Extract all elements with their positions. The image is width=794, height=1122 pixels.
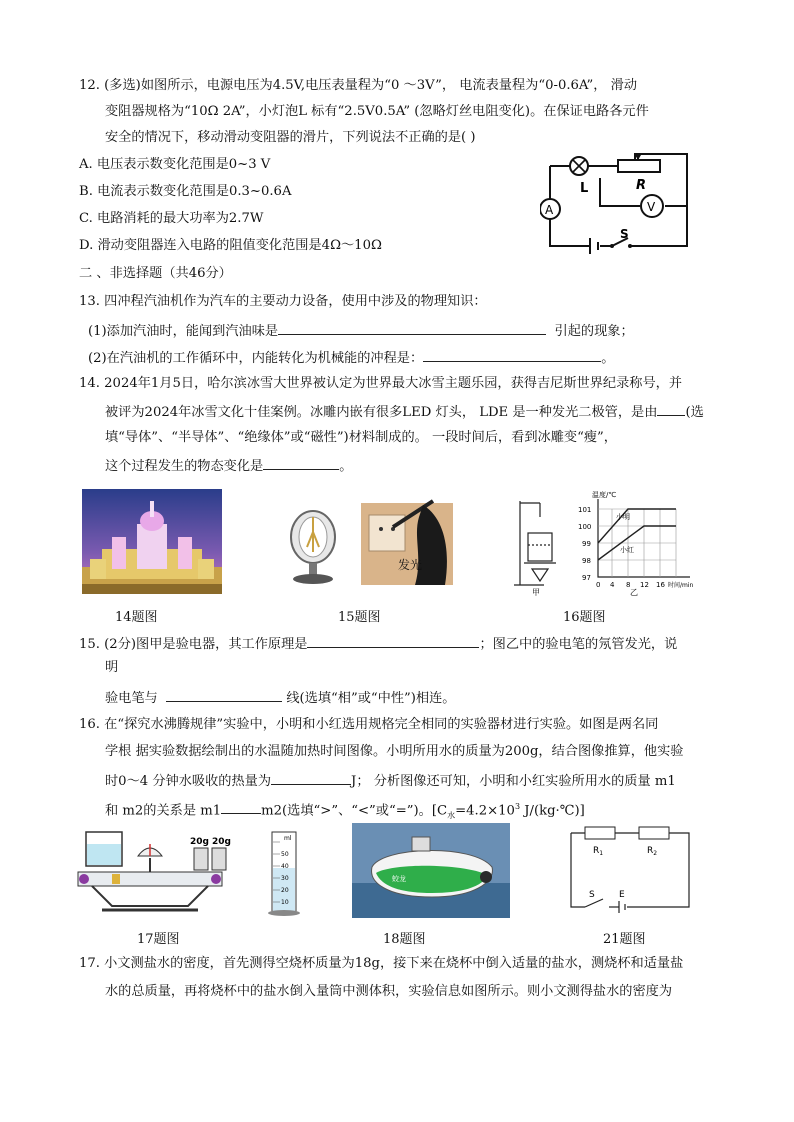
fig17-cyl-tick: 20 (281, 887, 289, 894)
fig16-ytick: 99 (582, 540, 591, 548)
q14-line4 (105, 456, 352, 476)
fig16-ylabel: 温度/℃ (592, 491, 617, 499)
q13-stem: 13. 四冲程汽油机作为汽车的主要动力设备，使用中涉及的物理知识： (79, 294, 487, 309)
fig18-caption: 18题图 (383, 932, 426, 947)
fig18-hull-text: 蛟龙 (392, 875, 406, 883)
fig17-balance-and-cylinder (72, 828, 308, 918)
q13-blank2[interactable] (423, 348, 601, 362)
q12-option-d: D. 滑动变阻器连入电路的阻值变化范围是4Ω～10Ω (79, 238, 382, 253)
fig16-ytick: 97 (582, 574, 591, 582)
q16-line1: 16. 在“探究水沸腾规律”实验中，小明和小红选用规格完全相同的实验器材进行实验。如图是两名同 (79, 717, 659, 732)
q14-line3: 填“导体”、“半导体”、“绝缘体”或“磁性”)材料制成的。 一段时间后，看到冰雕变“瘦”， (105, 430, 617, 445)
fig16-ytick: 100 (578, 523, 592, 531)
fig14-ice-castle-photo (82, 489, 222, 594)
fig16-graph (578, 490, 694, 597)
q16-sup-3: 3 (514, 802, 521, 811)
fig15-glow-label: 发光 (398, 558, 423, 572)
q14-line4-tail: 。 (339, 459, 353, 474)
circuit-switch-label: S (620, 227, 629, 241)
q16-line4 (105, 798, 585, 825)
q15-line3-tail: 线(选填“相”或“中性”)相连。 (286, 691, 456, 706)
fig16-xtick: 16 (656, 581, 665, 589)
q16-line3-tail: J； 分析图像还可知，小明和小红实验所用水的质量 m1 (351, 774, 676, 789)
q15-blank1[interactable] (307, 634, 479, 648)
q13-part2-text: (2)在汽油机的工作循环中，内能转化为机械能的冲程是： (88, 351, 424, 366)
q14-blank2[interactable] (263, 456, 339, 470)
fig16-xtick: 4 (610, 581, 615, 589)
q12-option-b: B. 电流表示数变化范围是0.3~0.6A (79, 184, 292, 199)
q16-line4-c: =4.2×10 (455, 803, 515, 819)
q13-part1-tail: 引起的现象； (554, 324, 634, 339)
fig17-caption: 17题图 (137, 932, 180, 947)
fig17-cyl-tick: 30 (281, 875, 289, 882)
fig16-xlabel: 时间/min (668, 582, 694, 589)
fig21-r1-label: $R_1$ (593, 846, 604, 857)
q13-part1-text: (1)添加汽油时，能闻到汽油味是 (88, 324, 279, 339)
fig17-weight1: 20g (190, 837, 209, 847)
fig16-series2-label: 小红 (620, 546, 634, 554)
fig21-r2-label: $R_2$ (647, 846, 658, 857)
q16-line4-mid: m2(选填“>”、“<”或“=”)。[C (261, 803, 448, 819)
q13-part2 (88, 348, 614, 368)
q16-blank2[interactable] (221, 800, 261, 814)
fig17-weight2: 20g (212, 837, 231, 847)
q16-line3 (105, 771, 676, 791)
q12-line1: 12. (多选)如图所示，电源电压为4.5V,电压表量程为“0 ～3V”， 电流表量程为“0-0.6A”， 滑动 (79, 78, 638, 93)
q14-line2-tail: (选 (685, 405, 704, 420)
q12-line2: 变阻器规格为“10Ω 2A”，小灯泡L 标有“2.5V0.5A” (忽略灯丝电阻变化)。在保证电路各元件 (105, 104, 649, 119)
q14-blank1[interactable] (657, 402, 685, 416)
fig17-cyl-tick: 10 (281, 899, 289, 906)
q12-line3: 安全的情况下，移动滑动变阻器的滑片，下列说法不正确的是( ) (105, 130, 476, 145)
fig21-battery-label: E (619, 890, 625, 900)
fig21-circuit-diagram (565, 825, 695, 915)
fig17-cyl-tick: 40 (281, 863, 289, 870)
q14-line2-text: 被评为2024年冰雪文化十佳案例。冰雕内嵌有很多LED 灯头， LDE 是一种发光二极管，是由 (105, 405, 658, 420)
q16-line2: 学根 据实验数据绘制出的水温随加热时间图像。小明所用水的质量为200g，结合图像推算，他实验 (105, 744, 684, 759)
q16-blank1[interactable] (271, 771, 351, 785)
q16-sub-water: 水 (447, 811, 456, 821)
fig15-electroscope-and-test-pen (283, 497, 463, 587)
q15-line2: 明 (105, 660, 119, 675)
q15-line3-text: 验电笔与 (105, 691, 158, 706)
q13-blank1[interactable] (278, 321, 546, 335)
q15-line1-tail: ；图乙中的验电笔的氖管发光，说 (479, 637, 678, 652)
fig18-submersible-photo (352, 823, 510, 918)
q16-line4-text: 和 m2的关系是 m1 (105, 803, 222, 819)
q16-line3-text: 时0～4 分钟水吸收的热量为 (105, 774, 272, 789)
fig16-caption: 16题图 (563, 610, 606, 625)
q14-line1: 14. 2024年1月5日，哈尔滨冰雪大世界被认定为世界最大冰雪主题乐园，获得吉尼斯世界纪录称号，并 (79, 376, 683, 391)
fig17-cyl-tick: 50 (281, 851, 289, 858)
q15-line1 (79, 634, 677, 654)
circuit-voltmeter-label: V (647, 200, 656, 214)
q15-blank2[interactable] (166, 688, 282, 702)
fig16-xtick: 0 (596, 581, 601, 589)
fig16-sub-b: 乙 (630, 588, 638, 597)
fig16-boiling-experiment (510, 489, 710, 599)
q17-line2: 水的总质量，再将烧杯中的盐水倒入量筒中测体积，实验信息如图所示。则小文测得盐水的密度为 (105, 984, 673, 999)
q15-line1-text: 15. (2分)图甲是验电器，其工作原理是 (79, 637, 308, 652)
fig17-cyl-unit: ml (284, 835, 292, 842)
q12-circuit-diagram (540, 146, 692, 256)
fig16-ytick: 98 (582, 557, 591, 565)
q15-line3 (105, 688, 455, 708)
fig16-series1-label: 小明 (616, 513, 630, 521)
circuit-lamp-label: L (580, 181, 589, 196)
section-heading: 二 、非选择题（共46分） (79, 266, 232, 281)
fig16-xtick: 12 (640, 581, 649, 589)
q17-line1: 17. 小文测盐水的密度，首先测得空烧杯质量为18g，接下来在烧杯中倒入适量的盐水，测烧杯和适量盐 (79, 956, 684, 971)
fig15-caption: 15题图 (338, 610, 381, 625)
q13-part1 (88, 321, 634, 341)
fig16-sub-a: 甲 (532, 588, 540, 597)
q16-line4-d: J/(kg·℃)] (520, 803, 585, 819)
fig16-xtick: 8 (626, 581, 631, 589)
q13-part2-tail: 。 (601, 351, 615, 366)
fig21-switch-label: S (589, 890, 595, 900)
circuit-ammeter-label: A (545, 203, 554, 217)
q12-option-c: C. 电路消耗的最大功率为2.7W (79, 211, 264, 226)
q14-line2 (105, 402, 704, 422)
q14-line4-text: 这个过程发生的物态变化是 (105, 459, 264, 474)
q12-option-a: A. 电压表示数变化范围是0~3 V (79, 157, 271, 172)
fig14-caption: 14题图 (115, 610, 158, 625)
fig21-caption: 21题图 (603, 932, 646, 947)
fig16-ytick: 101 (578, 506, 592, 514)
circuit-rheostat-label: R (636, 178, 647, 193)
